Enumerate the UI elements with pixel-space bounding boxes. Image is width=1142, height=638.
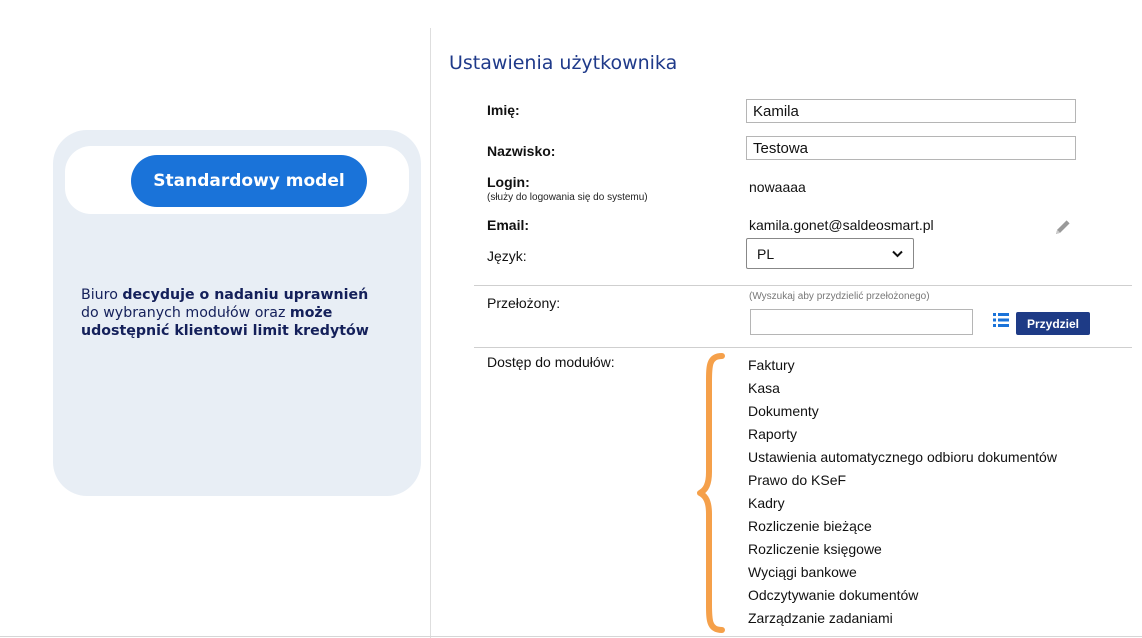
section-divider bbox=[474, 285, 1132, 286]
module-item: Ustawienia automatycznego odbioru dokumentów bbox=[748, 449, 1057, 465]
login-label: Login: bbox=[487, 174, 530, 190]
vertical-divider bbox=[430, 28, 431, 638]
language-label: Język: bbox=[487, 248, 527, 264]
language-selected-value: PL bbox=[757, 245, 775, 262]
supervisor-search-input[interactable] bbox=[750, 309, 973, 335]
module-item: Odczytywanie dokumentów bbox=[748, 587, 919, 603]
module-item: Rozliczenie bieżące bbox=[748, 518, 872, 534]
module-item: Prawo do KSeF bbox=[748, 472, 847, 488]
section-divider bbox=[474, 347, 1132, 348]
module-item: Zarządzanie zadaniami bbox=[748, 610, 893, 626]
assign-button[interactable]: Przydziel bbox=[1016, 312, 1090, 335]
first-name-label: Imię: bbox=[487, 102, 520, 118]
module-item: Raporty bbox=[748, 426, 798, 442]
language-select[interactable] bbox=[746, 238, 914, 269]
module-item: Faktury bbox=[748, 357, 795, 373]
standard-model-button[interactable]: Standardowy model bbox=[131, 155, 367, 207]
chevron-down-icon bbox=[892, 250, 903, 258]
module-item: Wyciągi bankowe bbox=[748, 564, 857, 580]
modules-label: Dostęp do modułów: bbox=[487, 354, 615, 370]
supervisor-hint: (Wyszukaj aby przydzielić przełożonego) bbox=[749, 291, 930, 302]
email-value: kamila.gonet@saldeosmart.pl bbox=[749, 217, 934, 233]
bottom-divider bbox=[0, 636, 1142, 637]
first-name-input[interactable] bbox=[746, 99, 1076, 123]
module-item: Rozliczenie księgowe bbox=[748, 541, 882, 557]
login-sublabel: (służy do logowania się do systemu) bbox=[487, 192, 648, 203]
module-item: Kadry bbox=[748, 495, 785, 511]
supervisor-label: Przełożony: bbox=[487, 295, 561, 311]
module-item: Kasa bbox=[748, 380, 780, 396]
promo-description: Biuro decyduje o nadaniu uprawnień do wybranych modułów oraz może udostępnić klientowi limit kredytów bbox=[81, 287, 369, 339]
pencil-edit-icon[interactable] bbox=[1053, 217, 1073, 237]
modules-list bbox=[748, 354, 1057, 630]
promo-card bbox=[53, 130, 421, 496]
login-value: nowaaaa bbox=[749, 179, 806, 195]
promo-card-header bbox=[65, 146, 409, 214]
module-item: Dokumenty bbox=[748, 403, 819, 419]
last-name-label: Nazwisko: bbox=[487, 143, 556, 159]
list-icon[interactable] bbox=[993, 313, 1009, 327]
page-title: Ustawienia użytkownika bbox=[449, 52, 678, 74]
last-name-input[interactable] bbox=[746, 136, 1076, 160]
curly-brace-icon bbox=[696, 352, 732, 634]
email-label: Email: bbox=[487, 217, 530, 233]
